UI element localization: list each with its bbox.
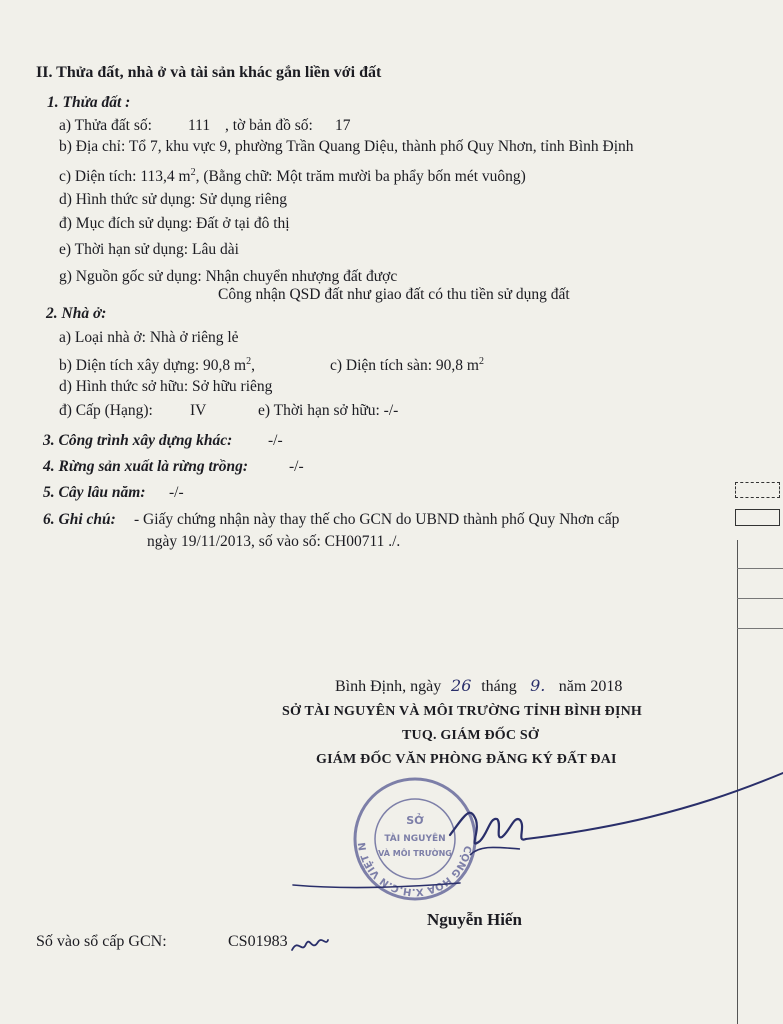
office-name: GIÁM ĐỐC VĂN PHÒNG ĐĂNG KÝ ĐẤT ĐAI [316,752,617,767]
forest-label: 4. Rừng sản xuất là rừng trồng: [43,458,249,475]
note-line-2: ngày 19/11/2013, số vào số: CH00711 ./. [147,533,401,550]
area-line: c) Diện tích: 113,4 $m^2$, (Bằng chữ: Một trăm mười ba phẩy bốn mét vuông) [59,167,526,186]
svg-text:TÀI NGUYÊN: TÀI NGUYÊN [384,834,446,844]
map-sheet-label: , tờ bản đồ số: [225,117,313,134]
section-title: II. Thửa đất, nhà ở và tài sản khác gắn liền với đất [36,64,382,81]
margin-box [735,509,780,526]
svg-text:VÀ MÔI TRƯỜNG: VÀ MÔI TRƯỜNG [378,849,452,858]
registry-number: CS01983 [228,933,288,950]
floor-area-line: c) Diện tích sàn: 90,8 $m^2$ [330,356,484,375]
tuq-line: TUQ. GIÁM ĐỐC SỞ [402,728,539,743]
svg-text:SỞ: SỞ [406,814,424,827]
note-label: 6. Ghi chú: [43,511,116,528]
date-line: Bình Định, ngày 26 tháng 9. năm 2018 [335,676,623,695]
use-form-line: d) Hình thức sử dụng: Sử dụng riêng [59,191,287,208]
trees-value: -/- [169,484,184,501]
parcel-label: a) Thửa đất số: [59,117,152,134]
origin-line-1: g) Nguồn gốc sử dụng: Nhận chuyển nhượng đất được [59,268,398,285]
org-name: SỞ TÀI NGUYÊN VÀ MÔI TRƯỜNG TỈNH BÌNH ĐỊNH [282,704,643,719]
construction-value: -/- [268,432,283,449]
house-type-line: a) Loại nhà ở: Nhà ở riêng lẻ [59,329,239,346]
trees-label: 5. Cây lâu năm: [43,484,146,501]
margin-box-dashed [735,482,780,498]
map-sheet-number: 17 [335,117,351,134]
parcel-number: 111 [188,117,211,134]
forest-value: -/- [289,458,304,475]
house-heading: 2. Nhà ở: [46,305,107,322]
note-line-1: - Giấy chứng nhận này thay thế cho GCN do UBND thành phố Quy Nhơn cấp [134,511,620,528]
signer-name: Nguyễn Hiến [427,910,522,929]
initials-mark [290,930,330,960]
land-heading: 1. Thửa đất : [47,94,131,111]
construction-label: 3. Công trình xây dựng khác: [43,432,233,449]
grade-value: IV [190,402,207,419]
registry-label: Số vào sổ cấp GCN: [36,933,167,950]
grade-label: đ) Cấp (Hạng): [59,402,153,419]
origin-line-2: Công nhận QSD đất như giao đất có thu tiền sử dụng đất [218,286,570,303]
address-line: b) Địa chỉ: Tổ 7, khu vực 9, phường Trần Quang Diệu, thành phố Quy Nhơn, tỉnh Bình Định [59,138,634,155]
svg-text:CỘNG HÒA X.H.C.N VIỆT NAM · TỈ: CỘNG HÒA X.H.C.N VIỆT NAM · TỈNH BÌNH ĐỊNH · [345,766,473,898]
use-term-line: e) Thời hạn sử dụng: Lâu dài [59,241,239,258]
handwritten-signature [290,745,783,905]
ownership-line: d) Hình thức sở hữu: Sở hữu riêng [59,378,273,395]
own-term-line: e) Thời hạn sở hữu: -/- [258,402,399,419]
use-purpose-line: đ) Mục đích sử dụng: Đất ở tại đô thị [59,215,290,232]
build-area-line: b) Diện tích xây dựng: 90,8 $m^2$, [59,356,255,375]
date-day: 26 [451,676,472,695]
date-month: 9. [530,676,546,695]
